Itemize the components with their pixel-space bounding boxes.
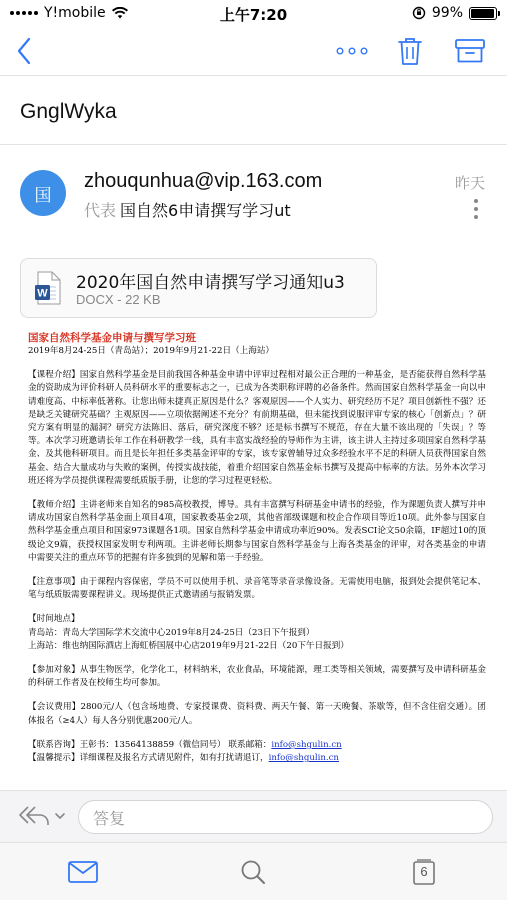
- reminder-text: 【温馨提示】详细课程及报名方式请见附件，如有打扰请退订，: [28, 753, 269, 764]
- contact-line: [28, 739, 486, 752]
- status-bar: [0, 0, 507, 27]
- sender-avatar[interactable]: [20, 170, 66, 216]
- location-label: 【时间地点】: [28, 614, 80, 625]
- mail-icon: [68, 861, 98, 883]
- battery-level: [471, 9, 494, 18]
- trash-icon: [397, 36, 423, 66]
- tab-switcher[interactable]: [404, 855, 444, 889]
- reminder-email-link[interactable]: info@shgulin.cn: [268, 753, 339, 764]
- search-icon: [240, 859, 266, 885]
- location-shanghai: 上海站：维也纳国际酒店上海虹桥国展中心店2019年9月21-22日（20下午日报到）: [28, 640, 349, 651]
- fee: 【会议费用】2800元/人（包含场地费、专家授课费、资料费、两天午餐、第一天晚餐、茶歇等，但不含住宿交通）。团体报名（≥4人）每人各分别优惠200元/人。: [28, 702, 486, 726]
- sender-email[interactable]: zhouqunhua@vip.163.com: [84, 170, 323, 192]
- tab-mail[interactable]: [63, 855, 103, 889]
- reply-bar: [0, 790, 507, 842]
- reply-input[interactable]: [78, 800, 493, 834]
- more-horizontal-icon: [336, 47, 368, 55]
- sender-more-icon[interactable]: [468, 199, 484, 219]
- location-qingdao: 青岛站：青岛大学国际学术交流中心2019年8月24-25日（23日下午报到）: [28, 627, 315, 638]
- tab-count: 6: [420, 864, 428, 879]
- carrier-name: Y!mobile: [44, 5, 106, 21]
- tab-search[interactable]: [233, 855, 273, 889]
- attachment-name: 2020年国自然申请撰写学习通知u3: [76, 273, 345, 293]
- word-doc-icon: [35, 271, 61, 305]
- nav-bar: [0, 27, 507, 75]
- represent-label: 代表: [84, 201, 117, 220]
- battery-percent: 99%: [431, 5, 463, 21]
- archive-button[interactable]: [450, 33, 490, 69]
- nav-divider: [0, 75, 507, 76]
- reminder-line: [28, 752, 486, 765]
- delete-button[interactable]: [392, 33, 428, 69]
- audience: 【参加对象】从事生物医学，化学化工，材料纳米，农业食品，环境能源，理工类等相关领域，需要撰写及申请科研基金的科研工作者及在校师生均可参加。: [28, 665, 486, 689]
- status-time: 上午7:20: [219, 6, 288, 24]
- notice: 【注意事项】由于课程内容保密，学员不可以使用手机、录音笔等录音录像设备。无需使用电脑，报到处会提供笔记本、笔与纸质版需要课程讲义。现场提供正式邀请函与报销发票。: [28, 577, 486, 601]
- teacher-intro: 【教师介绍】主讲老师来自知名的985高校教授，博导。具有丰富撰写科研基金申请书的经验，作为课题负责人撰写并申请成功国家自然科学基金面上项目4项，国家教委基金2项，其他省部级课题和校企合作项目等近10项。此外参与国家自然科学基金重点项目和国家973课题各1项。国家自然科学基金申请成功率近90%。发表SCI论文50余篇，IF超过10的顶级论文9篇，获授权国家发明专利两项。主讲老师长期参与国家自然科学基金与上海各类基金的评审，对各类基金的申请中需要关注的重点环节的把握有许多独到的见解和第一手经验。: [28, 500, 486, 563]
- orientation-lock-icon: [412, 6, 426, 20]
- body-title: 国家自然科学基金申请与撰写学习班: [28, 332, 196, 344]
- body-dates: 2019年8月24-25日（青岛站）；2019年9月21-22日（上海站）: [28, 346, 275, 356]
- course-intro: 【课程介绍】国家自然科学基金是目前我国各种基金申请中评审过程相对最公正合理的一种基金，是否能获得自然科学基金的资助成为评价科研人员科研水平的重要标志之一，已成为各类职称评聘的必备条件。然而国家自然科学基金一向以申请难度高、中标率低著称。让您出师未捷真正原因是什么？客观原因——个人实力、研究经历不足？项目创新性不强？还是缺乏关键研究基础？主观原因——立项依据阐述不充分？有前期基础，但未能找到说服评审专家的核心「创新点」？研究方案有明显的漏洞？研究方法陈旧、落后，研究深度不够？还是标书撰写不规范，存在大量不该出现的「失误」？等等。本次学习班邀请长年工作在科研教学一线，具有丰富实战经验的导师作为主讲，该主讲人主持过多项国家自然科学基金、及其他科研项目。而且是长年担任多类基金评审的专家，该专家曾辅导过众多经验水平不足的科研人员获得国家自然基金、结合大量成功与失败的案例，传授实战技能，着重介绍国家自然基金标书撰写及提高中标率的方法。另外本次学习班还将为学员提供课程需要纸质版手册，让您的学习过程更轻松。: [28, 370, 486, 486]
- back-button[interactable]: [6, 33, 42, 69]
- attachment-card[interactable]: [20, 258, 377, 318]
- attachment-size: DOCX - 22 KB: [76, 292, 161, 307]
- contact-email-link[interactable]: info@shgulin.cn: [271, 739, 342, 750]
- contact-text: 【联系咨询】王彰书：13564138859（微信同号） 联系邮箱：: [28, 739, 272, 750]
- status-right: [412, 5, 497, 21]
- mail-subject: GnglWyka: [20, 100, 117, 123]
- chevron-left-icon: [16, 37, 32, 65]
- archive-icon: [454, 38, 486, 64]
- bottom-tab-bar: [0, 842, 507, 900]
- svg-text:W: W: [37, 287, 48, 300]
- more-options-button[interactable]: [332, 33, 372, 69]
- avatar-initial: 国: [34, 185, 52, 206]
- sender-time: 昨天: [454, 174, 485, 192]
- reply-placeholder: 答复: [93, 808, 126, 828]
- subject-divider: [0, 144, 507, 145]
- battery-icon: [469, 7, 497, 20]
- represent-name[interactable]: 国自然6申请撰写学习ut: [120, 201, 291, 220]
- sender-represent: [84, 198, 291, 221]
- mail-body: [28, 331, 486, 765]
- reply-icon[interactable]: [18, 803, 68, 829]
